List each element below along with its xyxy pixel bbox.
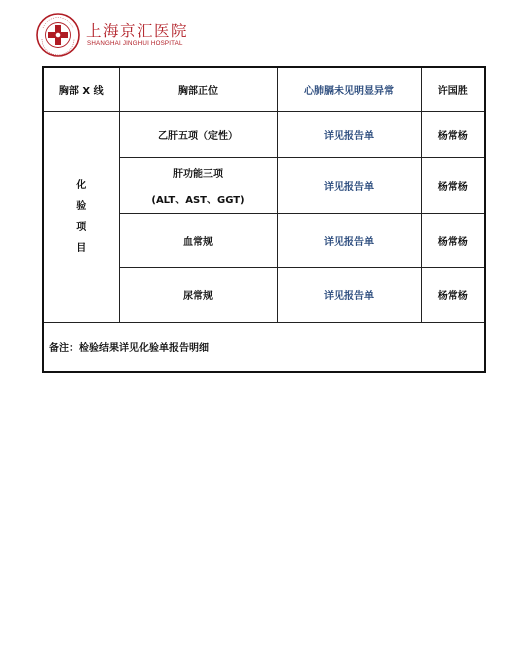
- lab-item-name: 乙肝五项（定性）: [119, 111, 277, 157]
- lab-item-name: 血常规: [119, 213, 277, 267]
- lab-item-doctor: 杨常杨: [421, 267, 485, 322]
- lab-item-result: 详见报告单: [277, 157, 421, 213]
- lab-items-group-label: 化 验 项 目: [43, 111, 119, 322]
- lab-item-name: 肝功能三项 (ALT、AST、GGT): [119, 157, 277, 213]
- lab-item-doctor: 杨常杨: [421, 213, 485, 267]
- hospital-logo: [36, 13, 80, 57]
- table-row: [43, 111, 485, 157]
- xray-result-cell: 心肺膈未见明显异常: [277, 67, 421, 111]
- hospital-header: [36, 13, 236, 57]
- lab-item-result: 详见报告单: [277, 213, 421, 267]
- table-row-note: [43, 322, 485, 372]
- remarks-note: 备注：检验结果详见化验单报告明细: [43, 322, 485, 372]
- lab-item-doctor: 杨常杨: [421, 157, 485, 213]
- item-cell-chest-xray: 胸部 X 线: [43, 67, 119, 111]
- xray-doctor-cell: 许国胜: [421, 67, 485, 111]
- exam-report-table: [42, 66, 486, 373]
- lab-item-name: 尿常规: [119, 267, 277, 322]
- hospital-name: 上海京汇医院: [86, 22, 189, 40]
- table-row-chest-xray: [43, 67, 485, 111]
- lab-item-doctor: 杨常杨: [421, 111, 485, 157]
- position-cell: 胸部正位: [119, 67, 277, 111]
- lab-item-result: 详见报告单: [277, 111, 421, 157]
- lab-item-result: 详见报告单: [277, 267, 421, 322]
- hospital-name-english: SHANGHAI JINGHUI HOSPITAL: [87, 40, 183, 47]
